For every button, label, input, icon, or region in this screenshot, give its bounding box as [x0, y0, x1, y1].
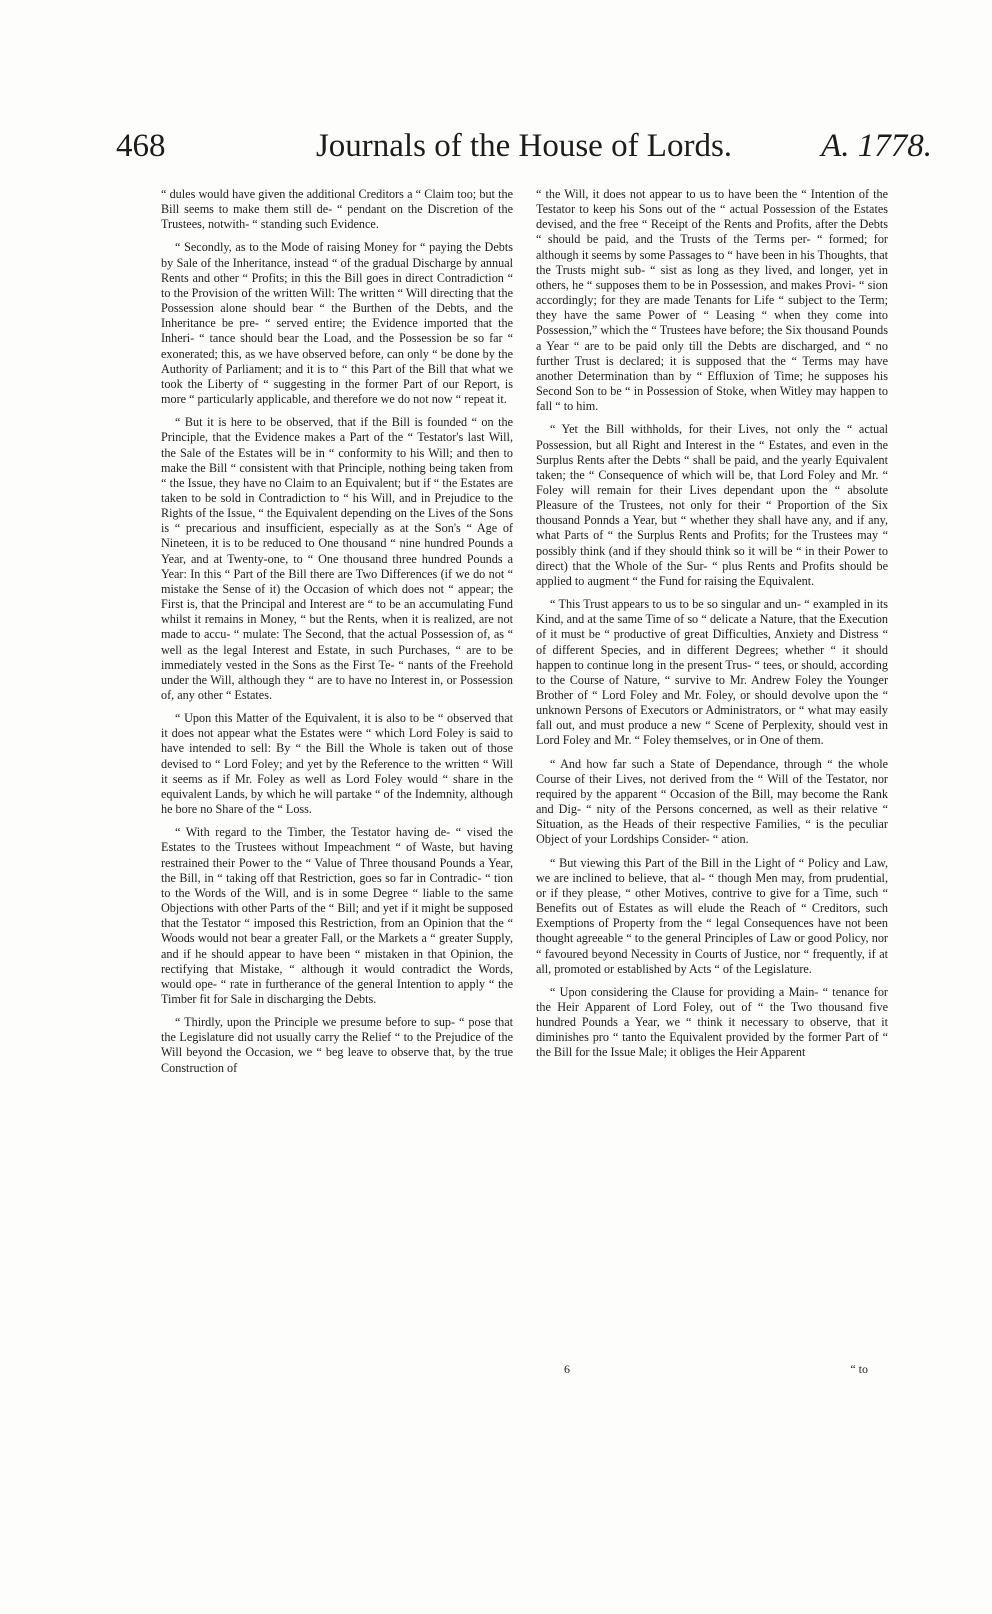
right-column: [536, 187, 888, 1069]
paragraph: “ Upon considering the Clause for providing a Main- “ tenance for the Heir Apparent of Lord Foley, out of “ the Two thousand five hundred Pounds a Year, we “ think it necessary to observe, that it diminishes pro “ tanto the Equivalent provided by the former Part of “ the Bill for the Issue Male; it obliges the Heir Apparent: [536, 984, 888, 1060]
paragraph: “ But viewing this Part of the Bill in the Light of “ Policy and Law, we are inclined to believe, that al- “ though Men may, from prudential, or if they please, “ other Motives, contrive to give for a Time, such “ Benefits out of Estates as will elude the Reach of “ Creditors, such Exemptions of Property from the “ legal Consequences have not been thought agreeable “ to the general Principles of Law or good Policy, nor “ favoured beyond Necessity in Courts of Justice, nor “ frequently, if at all, promoted or established by Acts “ of the Legislature.: [536, 855, 888, 976]
left-column: [161, 187, 513, 1084]
signature-mark: 6: [564, 1362, 570, 1376]
paragraph: “ With regard to the Timber, the Testator having de- “ vised the Estates to the Trustees without Impeachment “ of Waste, but having restrained their Power to the “ Value of Three thousand Pounds a Year, the Bill, in “ taking off that Restriction, goes so far in Contradic- “ tion to the Words of the Will, and is in some Degree “ liable to the same Objections with other Parts of the “ Bill; and yet if it might be supposed that the Testator “ imposed this Restriction, from an Opinion that the “ Woods would not bear a greater Fall, or the Markets a “ greater Supply, and if he should appear to have been “ mistaken in that Opinion, the rectifying that Mistake, “ although it would contradict the Words, would ope- “ rate in furtherance of the general Intention to apply “ the Timber fit for Sale in discharging the Debts.: [161, 825, 513, 1006]
paragraph: “ Upon this Matter of the Equivalent, it is also to be “ observed that it does not appear what the Estates were “ which Lord Foley is said to have intended to sell: By “ the Bill the Whole is taken out of those devised to “ Lord Foley; and yet by the Reference to the written “ Will it seems as if Mr. Foley as well as Lord Foley would “ share in the equivalent Lands, by which he will partake “ of the Indemnity, although he bore no Share of the “ Loss.: [161, 711, 513, 817]
catchword: “ to: [850, 1362, 868, 1376]
page-footer: [536, 1362, 888, 1380]
paragraph: “ dules would have given the additional Creditors a “ Claim too; but the Bill seems to make them still de- “ pendant on the Discretion of the Trustees, notwith- “ standing such Evidence.: [161, 187, 513, 232]
paragraph: “ the Will, it does not appear to us to have been the “ Intention of the Testator to keep his Sons out of the “ actual Possession of the Estates devised, and the free “ Receipt of the Rents and Profits, after the Debts “ should be paid, and the Trusts of the Terms per- “ formed; for although it seems by some Passages to “ have been in his Thoughts, that the Trusts might sub- “ sist as long as they lived, and longer, yet in others, he “ supposes them to be in Possession, and makes Provi- “ sion accordingly; for they are made Tenants for Life “ subject to the Term; they have the same Power of “ Leasing “ when they come into Possession,” which the “ Trustees have before; the Six thousand Pounds a Year “ are to be paid only till the Debts are discharged, and “ no further Trust is declared; it is supposed that the “ Terms may have another Determination than by “ Effluxion of Time; he supposes his Second Son to be “ in Possession of Stoke, when Witley may happen to fall “ to him.: [536, 187, 888, 414]
paragraph: “ And how far such a State of Dependance, through “ the whole Course of their Lives, not derived from the “ Will of the Testator, nor required by the apparent “ Occasion of the Bill, may become the Rank and Dig- “ nity of the Persons concerned, as well as their relative “ Situation, as the Heads of their respective Families, “ is the peculiar Object of your Lordships Consider- “ ation.: [536, 756, 888, 847]
year-marker: A. 1778.: [821, 128, 932, 164]
page-header: [116, 128, 932, 184]
paragraph: “ This Trust appears to us to be so singular and un- “ exampled in its Kind, and at the same Time of so “ delicate a Nature, that the Execution of it must be “ productive of great Difficulties, Anxiety and Distress “ of different Species, and in different Degrees; whether “ it should happen to continue long in the present Trus- “ tees, or should, according to the Course of Nature, “ survive to Mr. Andrew Foley the Younger Brother of “ Lord Foley and Mr. Foley, or should devolve upon the “ unknown Persons of Executors or Administrators, or “ what may easily fall out, and must produce a new “ Scene of Perplexity, should vest in Lord Foley and Mr. “ Foley themselves, or in One of them.: [536, 597, 888, 748]
running-title: Journals of the House of Lords.: [315, 128, 733, 164]
paragraph: “ Yet the Bill withholds, for their Lives, not only the “ actual Possession, but all Right and Interest in the “ Estates, and even in the Surplus Rents after the Debts “ shall be paid, and the yearly Equivalent taken; the “ Consequence of which will be, that Lord Foley and Mr. “ Foley will remain for their Lives dependant upon the “ absolute Pleasure of the Trustees, not only for their “ Proportion of the Six thousand Ponnds a Year, but “ whether they shall have any, and if any, what Parts of “ the Surplus Rents and Profits; for the Trustees may “ possibly think (and if they should think so it will be “ in their Power to direct) that the Whole of the Sur- “ plus Rents and Profits should be applied to augment “ the Fund for raising the Equivalent.: [536, 422, 888, 588]
paragraph: “ Thirdly, upon the Principle we presume before to sup- “ pose that the Legislature did not usually carry the Relief “ to the Prejudice of the Will beyond the Occasion, we “ beg leave to observe that, by the true Construction of: [161, 1015, 513, 1075]
paragraph: “ But it is here to be observed, that if the Bill is founded “ on the Principle, that the Evidence makes a Part of the “ Testator's last Will, the Sale of the Estates will be in “ conformity to his Will; and then to make the Bill “ consistent with that Principle, nothing being taken from “ the Issue, they have no Claim to an Equivalent; but if “ the Estates are taken to be sold in Contradiction to “ his Will, and in Prejudice to the Rights of the Issue, “ the Equivalent depending on the Lives of the Sons is “ precarious and insufficient, especially as at the Son's “ Age of Nineteen, it is to be reduced to One thousand “ nine hundred Pounds a Year, and at Twenty-one, to “ One thousand three hundred Pounds a Year: In this “ Part of the Bill there are Two Differences (if we do not “ mistake the Sense of it) the Occasion of which does not “ appear; the First is, that the Principal and Interest are “ to be an accumulating Fund whilst it remains in Money, “ but the Rents, when it is realized, are not made to accu- “ mulate: The Second, that the actual Possession of, as “ well as the legal Interest and Estate, in such Purchases, “ are to be immediately vested in the Sons as the First Te- “ nants of the Freehold under the Will, although they “ are to have no Interest in, or Possession of, any other “ Estates.: [161, 415, 513, 702]
page-number: 468: [116, 128, 166, 164]
paragraph: “ Secondly, as to the Mode of raising Money for “ paying the Debts by Sale of the Inheritance, instead “ of the gradual Discharge by annual Rents and other “ Profits; in this the Bill goes in direct Contradiction “ to the Provision of the written Will: The written “ Will directing that the Possession alone should bear “ the Burthen of the Debts, and the Inheritance be pre- “ served entire; the Evidence imported that the Inheri- “ tance should bear the Load, and the Possession be so far “ exonerated; this, as we have observed before, can only “ be done by the Authority of Parliament; and it is to “ this Part of the Bill that what we took the Liberty of “ suggesting in the former Part of our Report, is more “ particularly applicable, and therefore we do not now “ repeat it.: [161, 240, 513, 407]
